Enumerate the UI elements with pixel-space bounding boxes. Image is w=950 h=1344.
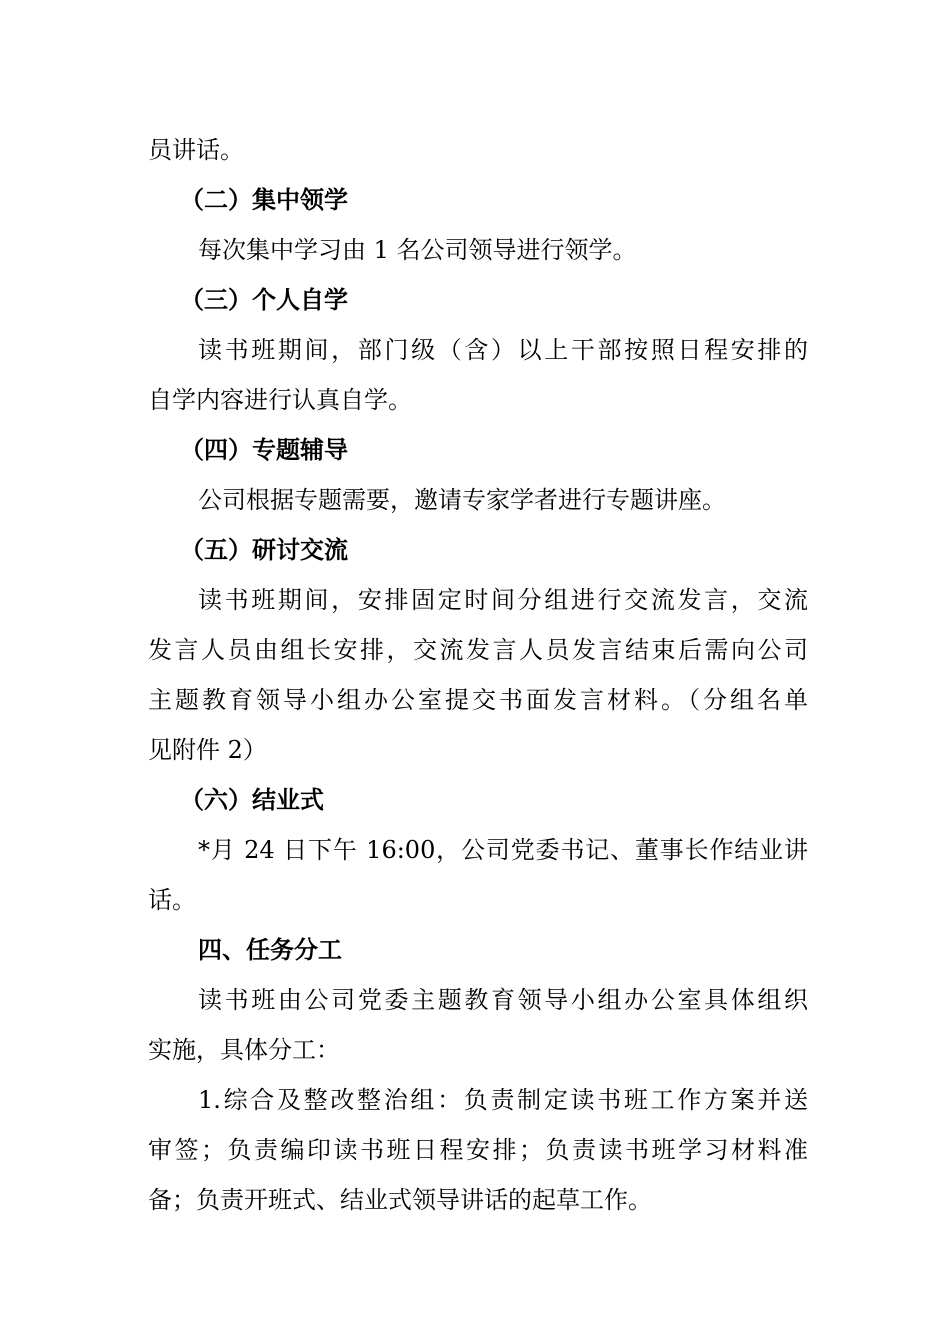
paragraph-line: 发言人员由组长安排，交流发言人员发言结束后需向公司 <box>148 636 808 664</box>
paragraph-line: 每次集中学习由 1 名公司领导进行领学。 <box>198 236 637 264</box>
section-heading: （四）专题辅导 <box>180 436 348 464</box>
paragraph-line: 员讲话。 <box>148 136 244 164</box>
paragraph-line: 读书班期间，部门级（含）以上干部按照日程安排的 <box>198 336 808 364</box>
paragraph-line: 1.综合及整改整治组：负责制定读书班工作方案并送 <box>198 1086 808 1114</box>
paragraph-line: *月 24 日下午 16:00，公司党委书记、董事长作结业讲 <box>198 836 808 864</box>
section-heading: （六）结业式 <box>180 786 324 814</box>
paragraph-line: 见附件 2） <box>148 736 267 764</box>
section-heading: （五）研讨交流 <box>180 536 348 564</box>
paragraph-line: 读书班期间，安排固定时间分组进行交流发言，交流 <box>198 586 808 614</box>
paragraph-line: 话。 <box>148 886 196 914</box>
paragraph-line: 公司根据专题需要，邀请专家学者进行专题讲座。 <box>198 486 726 514</box>
section-heading: （三）个人自学 <box>180 286 348 314</box>
paragraph-line: 实施，具体分工： <box>148 1036 340 1064</box>
section-heading: 四、任务分工 <box>198 936 342 964</box>
paragraph-line: 备；负责开班式、结业式领导讲话的起草工作。 <box>148 1186 652 1214</box>
paragraph-line: 自学内容进行认真自学。 <box>148 386 412 414</box>
paragraph-line: 读书班由公司党委主题教育领导小组办公室具体组织 <box>198 986 808 1014</box>
paragraph-line: 主题教育领导小组办公室提交书面发言材料。（分组名单 <box>148 686 808 714</box>
section-heading: （二）集中领学 <box>180 186 348 214</box>
paragraph-line: 审签；负责编印读书班日程安排；负责读书班学习材料准 <box>148 1136 808 1164</box>
